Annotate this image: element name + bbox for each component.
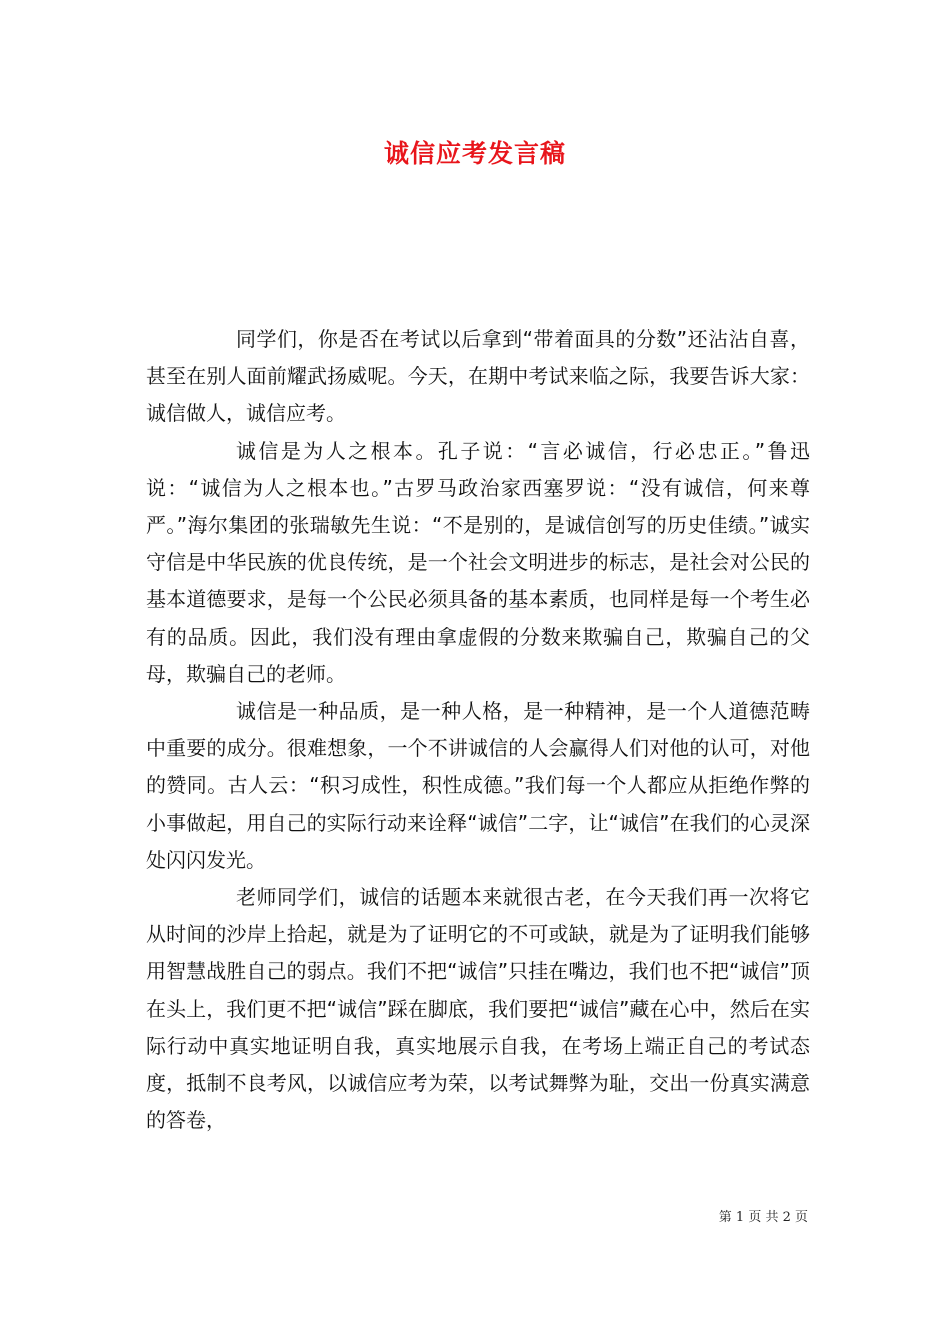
document-title: 诚信应考发言稿 [383, 139, 566, 168]
document-body [146, 321, 810, 1139]
paragraph-2: 诚信是为人之根本。孔子说：“言必诚信，行必忠正。”鲁迅说：“诚信为人之根本也。”古罗马政治家西塞罗说：“没有诚信，何来尊严。”海尔集团的张瑞敏先生说：“不是别的，是诚信创写的历史佳绩。”诚实守信是中华民族的优良传统，是一个社会文明进步的标志，是社会对公民的基本道德要求，是每一个公民必须具备的基本素质，也同样是每一个考生必有的品质。因此，我们没有理由拿虚假的分数来欺骗自己，欺骗自己的父母，欺骗自己的老师。 [146, 438, 810, 686]
paragraph-4: 老师同学们，诚信的话题本来就很古老，在今天我们再一次将它从时间的沙岸上拾起，就是为了证明它的不可或缺，就是为了证明我们能够用智慧战胜自己的弱点。我们不把“诚信”只挂在嘴边，我们也不把“诚信”顶在头上，我们更不把“诚信”踩在脚底，我们要把“诚信”藏在心中，然后在实际行动中真实地证明自我，真实地展示自我，在考场上端正自己的考试态度，抵制不良考风，以诚信应考为荣，以考试舞弊为耻，交出一份真实满意的答卷， [146, 885, 810, 1133]
paragraph-3: 诚信是一种品质，是一种人格，是一种精神，是一个人道德范畴中重要的成分。很难想象，一个不讲诚信的人会赢得人们对他的认可，对他的赞同。古人云：“积习成性，积性成德。”我们每一个人都应从拒绝作弊的小事做起，用自己的实际行动来诠释“诚信”二字，让“诚信”在我们的心灵深处闪闪发光。 [146, 699, 810, 872]
page-number-footer: 第 1 页 共 2 页 [718, 1210, 808, 1225]
paragraph-1: 同学们，你是否在考试以后拿到“带着面具的分数”还沾沾自喜，甚至在别人面前耀武扬威呢。今天，在期中考试来临之际，我要告诉大家：诚信做人，诚信应考。 [146, 327, 810, 426]
